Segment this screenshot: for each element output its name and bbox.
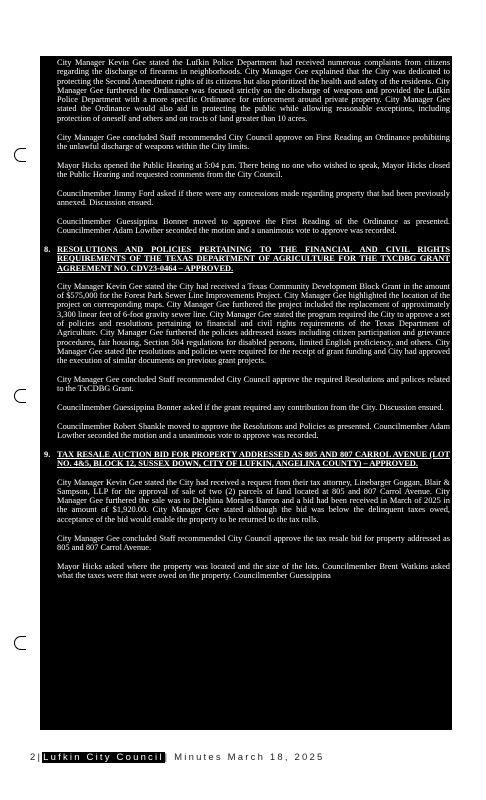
paragraph: City Manager Gee concluded Staff recommended City Council approve the required Resolutions and polices related to the TxCDBG Grant. xyxy=(57,375,450,394)
paragraph: Councilmember Guessippina Bonner asked if the grant required any contribution from the City. Discussion ensued. xyxy=(57,403,444,413)
paragraph: Councilmember Jimmy Ford asked if there were any concessions made regarding property that had been previously annexed. Discussion ensued. xyxy=(57,188,450,208)
footer-page-number: 2 xyxy=(30,752,38,763)
margin-bracket-mark xyxy=(14,636,26,650)
footer-separator: | xyxy=(37,752,43,763)
agenda-item-8 xyxy=(44,244,450,273)
paragraph: Councilmember Guessippina Bonner moved to approve the First Reading of the Ordinance as presented. Councilmember Adam Lowther seconded the motion and a unanimous vote to approve was recorded. xyxy=(57,216,450,236)
page-footer xyxy=(30,752,325,763)
footer-doc-title: Minutes xyxy=(174,752,223,763)
paragraph: City Manager Gee concluded Staff recommended City Council approve on First Reading an Ordinance prohibiting the unlawful discharge of weapons within the City limits. xyxy=(57,132,450,151)
paragraph: City Manager Gee concluded Staff recommended City Council approve the tax resale bid for property addressed as 805 and 807 Carrol Avenue. xyxy=(57,533,450,552)
paragraph: City Manager Kevin Gee stated the Lufkin Police Department had received numerous complaints from citizens regarding the discharge of firearms in neighborhoods. City Manager Gee explained that the City was dedicated to protecting the Second Amendment rights of its citizens but also prioritized the health and safety of the residents. City Manager Gee furthered the Ordinance was focused strictly on the discharge of weapons and provided the Lufkin Police Department with a more specific Ordinance for enforcement around private property. City Manager Gee stated the Ordinance would also aid in protecting the public while allowing reasonable exceptions, including protection of oneself and others and on tracts of land greater than 10 acres. xyxy=(57,58,450,123)
section-ordinance-discussion xyxy=(57,58,450,235)
item-title: TAX RESALE AUCTION BID FOR PROPERTY ADDRESSED AS 805 AND 807 CARROL AVENUE (LOT NO. 4&5, BLOCK 12, SUSSEX DOWN, CITY OF LUFKIN, ANGELINA COUNTY) – APPROVED. xyxy=(57,450,450,469)
item-number: 9. xyxy=(44,450,51,459)
agenda-item-9 xyxy=(44,450,450,469)
paragraph: City Manager Kevin Gee stated the City had received a Texas Community Development Block Grant in the amount of $575,000 for the Forest Park Sewer Line Improvements Project. City Manager Gee highlighted the location of the project on corresponding maps. City Manager Gee furthered the project included the replacement of approximately 3,300 linear feet of 6-foot gravity sewer line. City Manager Gee stated the program required the City to approve a set of policies and resolutions pertaining to financial and civil rights requirements of the Texas Department of Agriculture. City Manager Gee furthered the policies addressed issues including citizen participation and grievance procedures, fair housing, Section 504 regulations for disabled persons, limited English proficiency, and others. City Manager Gee stated the resolutions and policies were required for the receipt of grant funding and City had approved the execution of similar documents on previous grant projects. xyxy=(57,281,450,366)
footer-date: March 18, 2025 xyxy=(227,752,325,763)
minutes-page xyxy=(40,56,452,730)
margin-bracket-mark xyxy=(14,148,26,162)
paragraph: Councilmember Robert Shankle moved to approve the Resolutions and Policies as presented. Councilmember Adam Lowther seconded the motion and a unanimous vote to approve was recorded. xyxy=(57,421,450,441)
paragraph: City Manager Kevin Gee stated the City had received a request from their tax attorney, Linebarger Goggan, Blair & Sampson, LLP for the approval of sale of two (2) parcels of land located at 805 and 807 Carrol Avenue. City Manager Gee furthered the sale was to Delphina Morales Barron and a bid had been received in March of 2025 in the amount of $1,920.00. City Manager Gee stated although the bid was below the delinquent taxes owed, acceptance of the bid would enable the property to be returned to the tax rolls. xyxy=(57,477,450,524)
paragraph: Mayor Hicks asked where the property was located and the size of the lots. Councilmember Brent Watkins asked what the taxes were that were owed on the property. Councilmember Guessippina xyxy=(57,561,450,580)
paragraph: Mayor Hicks opened the Public Hearing at 5:04 p.m. There being no one who wished to speak, Mayor Hicks closed the Public Hearing and requested comments from the City Council. xyxy=(57,160,450,179)
item-number: 8. xyxy=(44,244,51,254)
footer-org-name: Lufkin City Council xyxy=(43,752,164,763)
item-title: RESOLUTIONS AND POLICIES PERTAINING TO THE FINANCIAL AND CIVIL RIGHTS REQUIREMENTS OF THE TEXAS DEPARTMENT OF AGRICULTURE FOR THE TXCDBG GRANT AGREEMENT NO. CDV23-0464 – APPROVED. xyxy=(57,244,450,273)
margin-bracket-mark xyxy=(14,389,26,403)
footer-separator: | xyxy=(164,752,170,763)
